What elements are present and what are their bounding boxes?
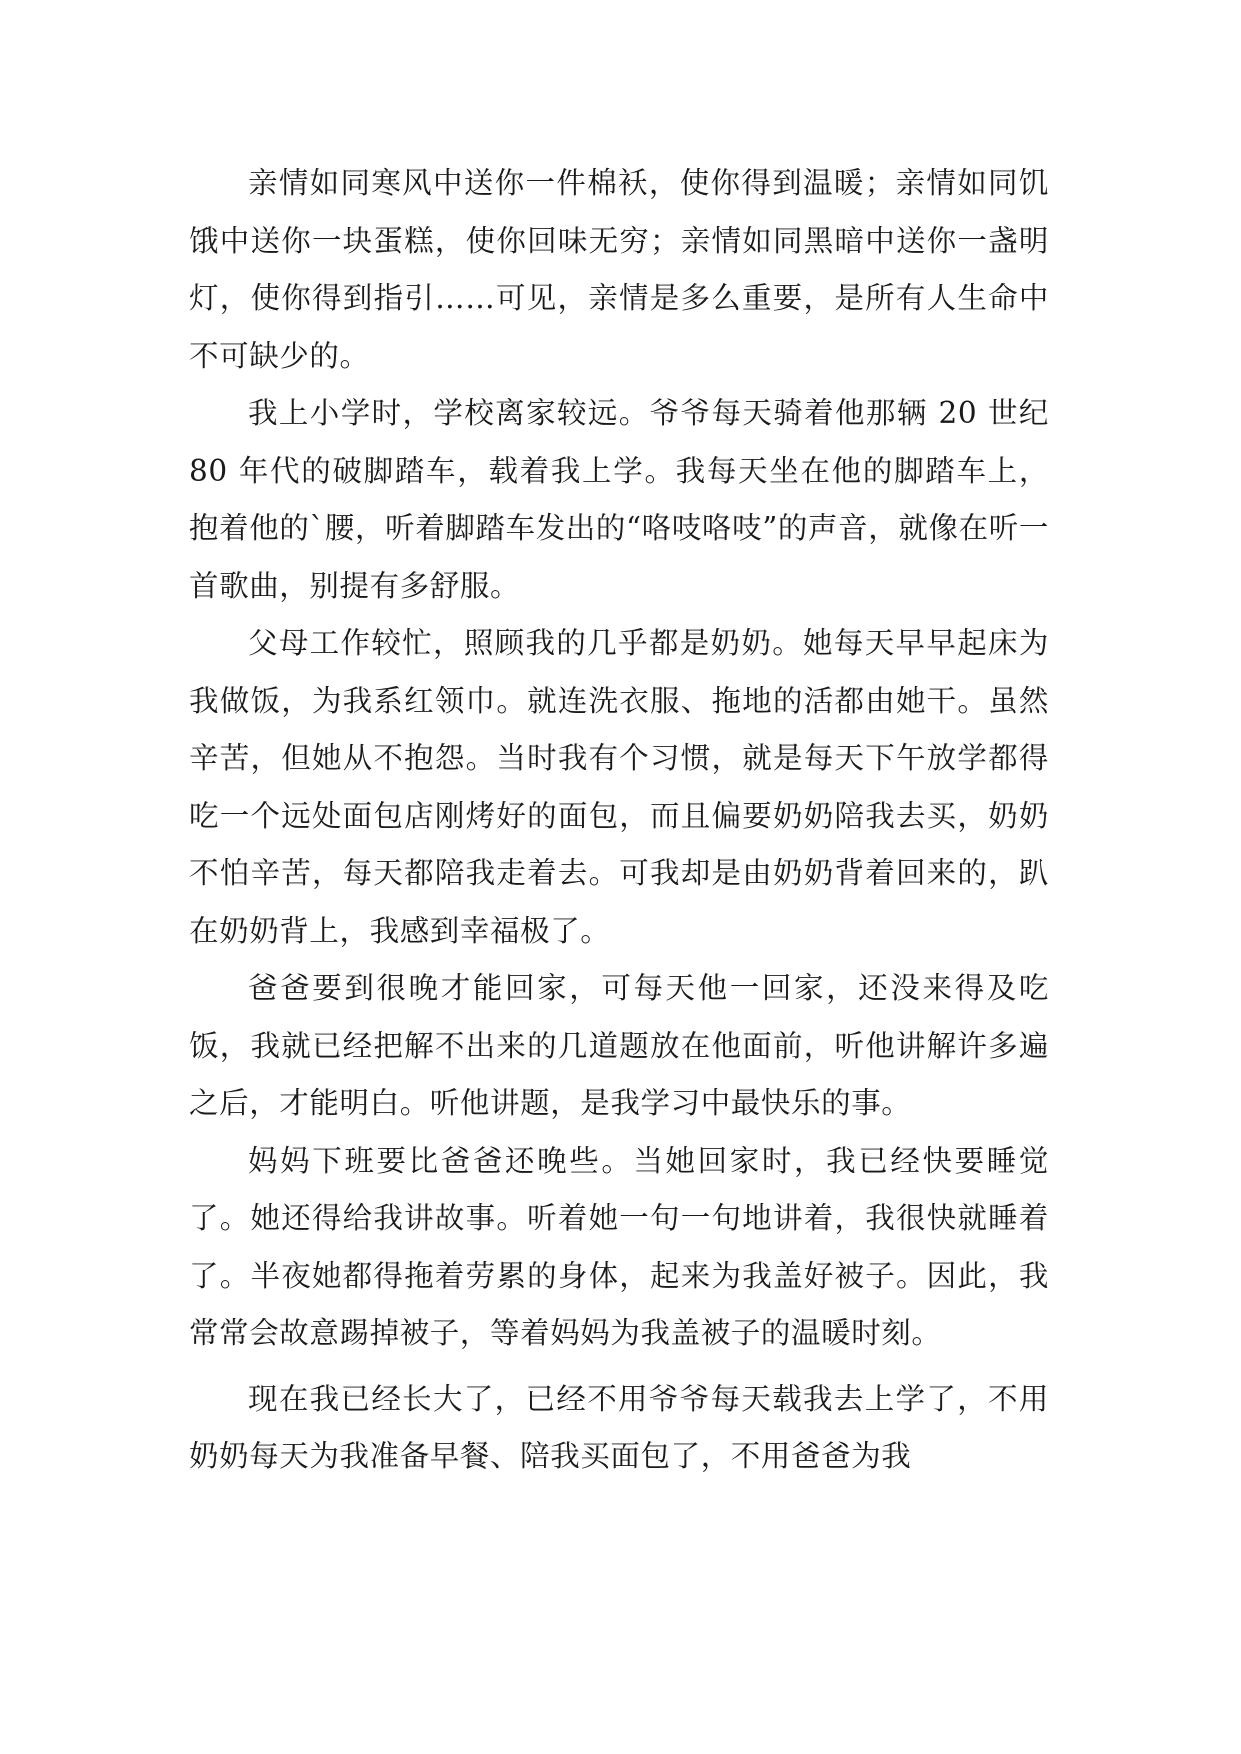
paragraph-3: 父母工作较忙，照顾我的几乎都是奶奶。她每天早早起床为我做饭，为我系红领巾。就连洗衣服、拖地的活都由她干。虽然辛苦，但她从不抱怨。当时我有个习惯，就是每天下午放学都得吃一个远处面包店刚烤好的面包，而且偏要奶奶陪我去买，奶奶不怕辛苦，每天都陪我走着去。可我却是由奶奶背着回来的，趴在奶奶背上，我感到幸福极了。 bbox=[189, 626, 1049, 948]
paragraph-6: 现在我已经长大了，已经不用爷爷每天载我去上学了，不用奶奶每天为我准备早餐、陪我买面包了，不用爸爸为我 bbox=[189, 1381, 1049, 1473]
paragraph-5: 妈妈下班要比爸爸还晚些。当她回家时，我已经快要睡觉了。她还得给我讲故事。听着她一句一句地讲着，我很快就睡着了。半夜她都得拖着劳累的身体，起来为我盖好被子。因此，我常常会故意踢掉被子，等着妈妈为我盖被子的温暖时刻。 bbox=[189, 1143, 1049, 1350]
paragraph-4: 爸爸要到很晚才能回家，可每天他一回家，还没来得及吃饭，我就已经把解不出来的几道题放在他面前，听他讲解许多遍之后，才能明白。听他讲题，是我学习中最快乐的事。 bbox=[189, 971, 1049, 1120]
document-body bbox=[189, 155, 1049, 1486]
paragraph-1: 亲情如同寒风中送你一件棉袄，使你得到温暖；亲情如同饥饿中送你一块蛋糕，使你回味无穷；亲情如同黑暗中送你一盏明灯，使你得到指引……可见，亲情是多么重要，是所有人生命中不可缺少的。 bbox=[189, 166, 1049, 373]
paragraph-2: 我上小学时，学校离家较远。爷爷每天骑着他那辆 20 世纪 80 年代的破脚踏车，载着我上学。我每天坐在他的脚踏车上，抱着他的`腰，听着脚踏车发出的“咯吱咯吱”的声音，就像在听一首歌曲，别提有多舒服。 bbox=[189, 396, 1049, 603]
